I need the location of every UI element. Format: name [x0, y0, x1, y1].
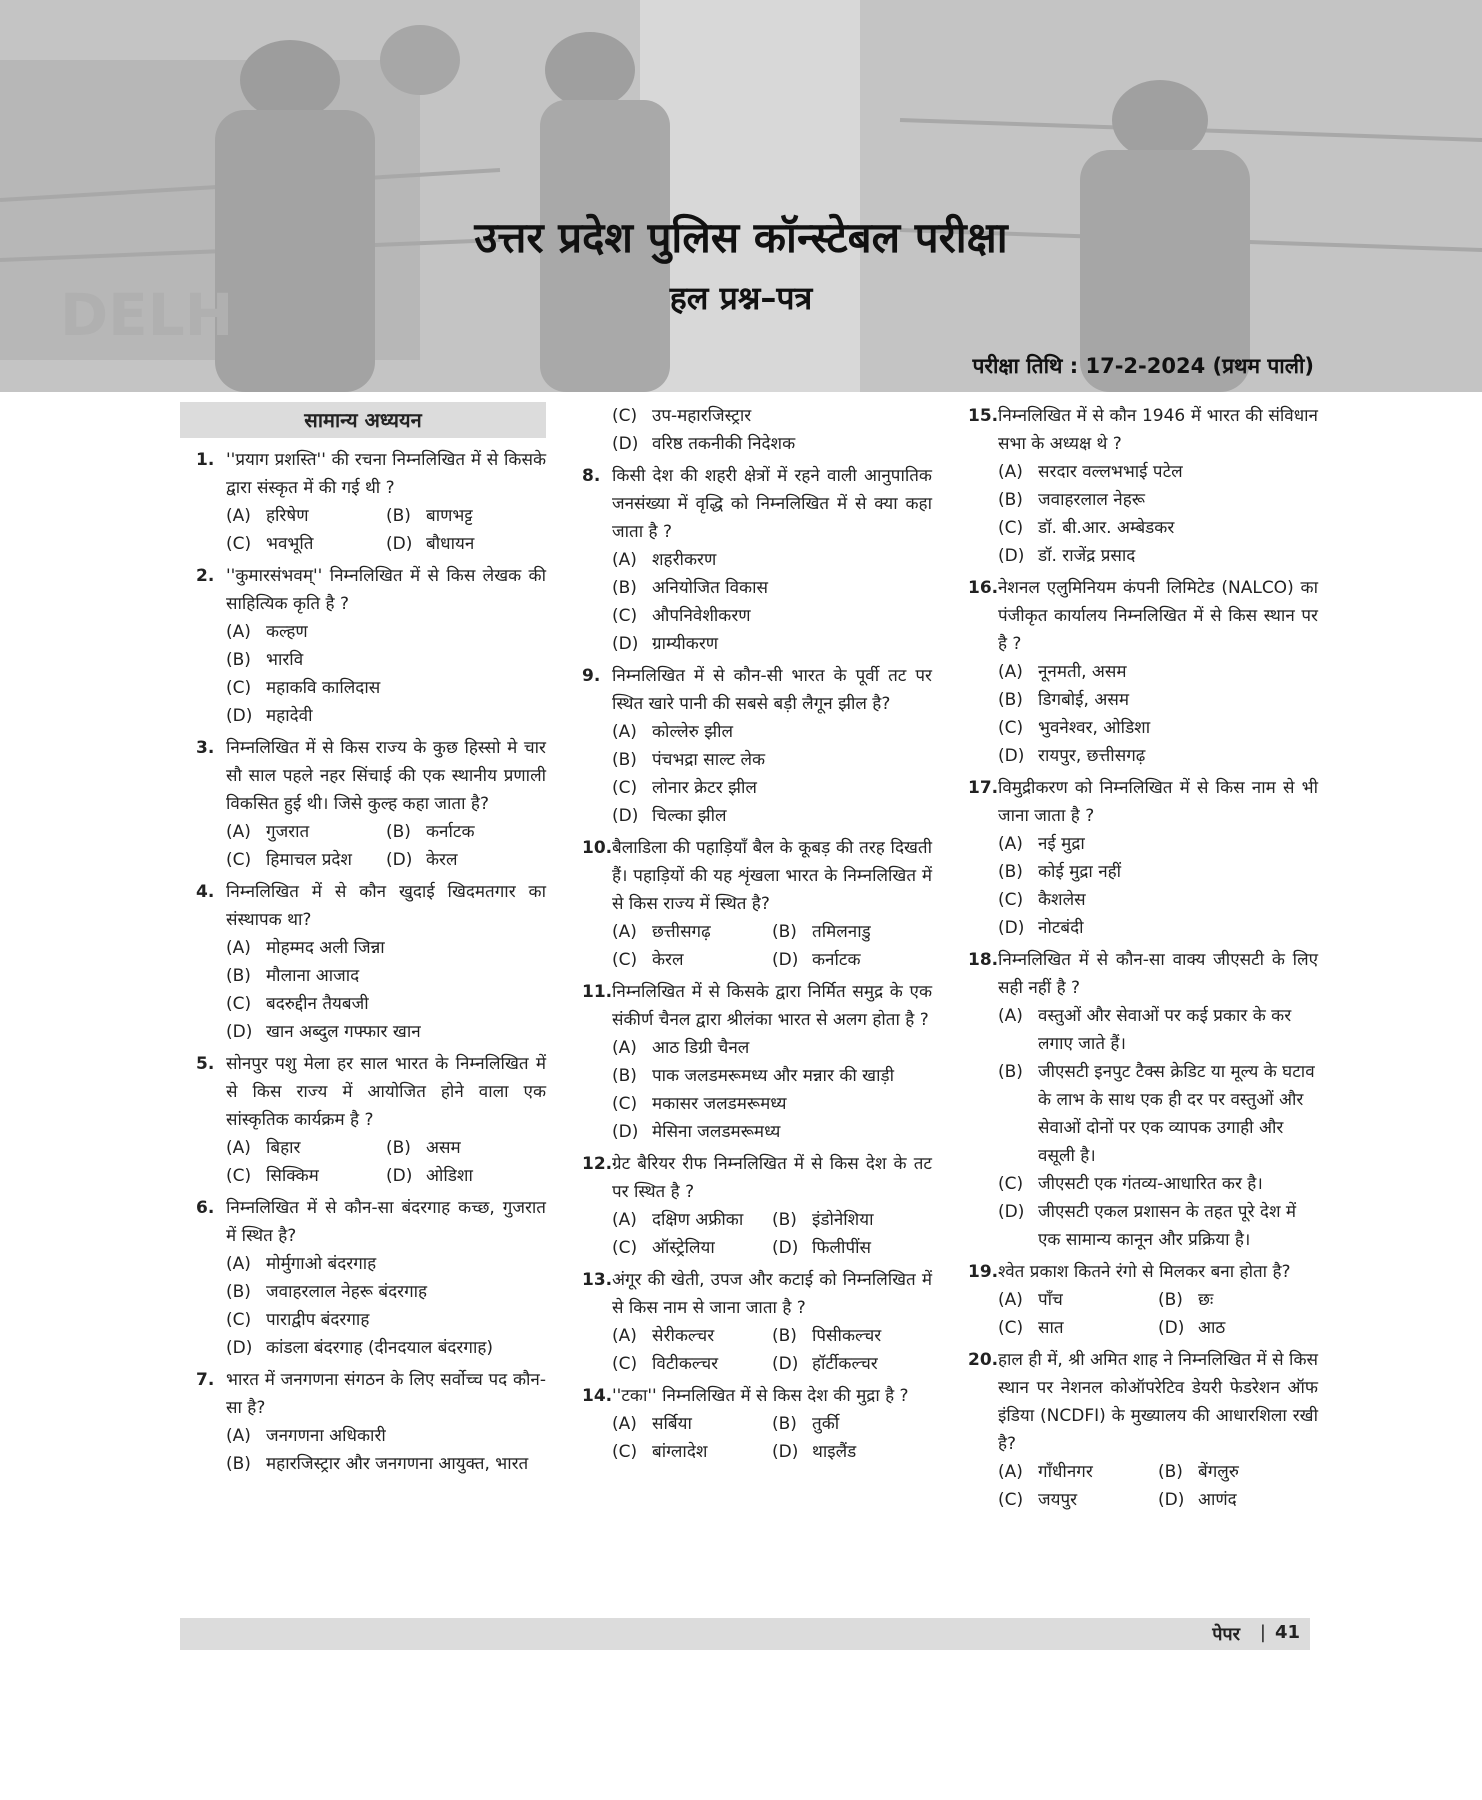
question-9 [566, 662, 932, 830]
question-text: ग्रेट बैरियर रीफ निम्नलिखित में से किस देश के तट पर स्थित है ? [612, 1154, 932, 1202]
option-b: (B) तमिलनाडु [772, 922, 871, 942]
header-banner [0, 0, 1482, 392]
option-d: (D) कर्नाटक [772, 950, 861, 970]
question-17 [952, 774, 1318, 942]
option-a: (A) सरदार वल्लभभाई पटेल [998, 462, 1183, 482]
question-number: 13. [582, 1270, 613, 1290]
option-b: (B) जीएसटी इनपुट टैक्स क्रेडिट या मूल्य के घटाव के लाभ के साथ एक ही दर पर वस्तुओं और सेवाओं दोनों पर एक व्यापक उगाही और वसूली है। [998, 1062, 1315, 1166]
option-a: (A) दक्षिण अफ्रीका [612, 1210, 744, 1230]
question-19 [952, 1258, 1318, 1342]
question-number: 11. [582, 982, 613, 1002]
option-d: (D) नोटबंदी [998, 918, 1084, 938]
option-a: (A) जनगणना अधिकारी [226, 1426, 386, 1446]
option-a: (A) हरिषेण [226, 506, 309, 526]
question-7-continued [566, 402, 932, 458]
option-b: (B) भारवि [226, 650, 304, 670]
section-heading: सामान्य अध्ययन [180, 402, 546, 438]
option-b: (B) मौलाना आजाद [226, 966, 360, 986]
question-number: 12. [582, 1154, 613, 1174]
question-text: ''कुमारसंभवम्'' निम्नलिखित में से किस लेखक की साहित्यिक कृति है ? [226, 566, 546, 614]
question-text: विमुद्रीकरण को निम्नलिखित में से किस नाम से भी जाना जाता है ? [998, 778, 1318, 826]
option-d: (D) मेसिना जलडमरूमध्य [612, 1122, 781, 1142]
page-title: उत्तर प्रदेश पुलिस कॉन्स्टेबल परीक्षा [474, 213, 1008, 262]
option-c: (C) जयपुर [998, 1490, 1078, 1510]
question-text: सोनपुर पशु मेला हर साल भारत के निम्नलिखित में से किस राज्य में आयोजित होने वाला एक सांस्कृतिक कार्यक्रम है ? [226, 1054, 546, 1130]
police-background-image [0, 0, 1482, 392]
option-b: (B) पिसीकल्चर [772, 1326, 882, 1346]
option-b: (B) तुर्की [772, 1414, 840, 1434]
option-a: (A) नूनमती, असम [998, 662, 1127, 682]
option-a: (A) बिहार [226, 1138, 301, 1158]
option-d: (D) महादेवी [226, 706, 313, 726]
question-number: 3. [196, 738, 215, 758]
question-15 [952, 402, 1318, 570]
option-b: (B) कर्नाटक [386, 822, 475, 842]
question-text: बैलाडिला की पहाड़ियाँ बैल के कूबड़ की तरह दिखती हैं। पहाड़ियों की यह शृंखला भारत के निम्नलिखित में से किस राज्य में स्थित है? [612, 838, 932, 914]
option-a: (A) कल्हण [226, 622, 308, 642]
option-b: (B) छः [1158, 1290, 1214, 1310]
option-c: (C) उप-महारजिस्ट्रार [612, 406, 752, 426]
option-a: (A) सर्बिया [612, 1414, 692, 1434]
column-1 [180, 402, 546, 1482]
question-number: 8. [582, 466, 601, 486]
option-c: (C) भवभूति [226, 534, 314, 554]
page-footer [180, 1618, 1310, 1650]
option-b: (B) जवाहरलाल नेहरू [998, 490, 1145, 510]
question-number: 1. [196, 450, 215, 470]
option-b: (B) इंडोनेशिया [772, 1210, 874, 1230]
option-d: (D) फिलीपींस [772, 1238, 871, 1258]
option-c: (C) मकासर जलडमरूमध्य [612, 1094, 787, 1114]
question-14 [566, 1382, 932, 1466]
option-d: (D) आठ [1158, 1318, 1226, 1338]
option-a: (A) मोर्मुगाओ बंदरगाह [226, 1254, 377, 1274]
question-text: श्वेत प्रकाश कितने रंगो से मिलकर बना होता है? [998, 1262, 1291, 1282]
option-b: (B) बेंगलुरु [1158, 1462, 1239, 1482]
question-number: 14. [582, 1386, 613, 1406]
question-number: 17. [968, 778, 999, 798]
question-text: निम्नलिखित में से कौन-सा वाक्य जीएसटी के लिए सही नहीं है ? [998, 950, 1318, 998]
option-b: (B) असम [386, 1138, 461, 1158]
option-d: (D) आणंद [1158, 1490, 1237, 1510]
option-d: (D) खान अब्दुल गफ्फार खान [226, 1022, 421, 1042]
option-d: (D) हॉर्टीकल्चर [772, 1354, 878, 1374]
question-number: 9. [582, 666, 601, 686]
question-20 [952, 1346, 1318, 1514]
option-b: (B) महारजिस्ट्रार और जनगणना आयुक्त, भारत [226, 1454, 529, 1474]
question-number: 5. [196, 1054, 215, 1074]
option-d: (D) रायपुर, छत्तीसगढ़ [998, 746, 1146, 766]
option-d: (D) केरल [386, 850, 458, 870]
question-text: निम्नलिखित में से कौन-सा बंदरगाह कच्छ, गुजरात में स्थित है? [226, 1198, 546, 1246]
option-c: (C) लोनार क्रेटर झील [612, 778, 757, 798]
option-b: (B) कोई मुद्रा नहीं [998, 862, 1122, 882]
option-d: (D) बौधायन [386, 534, 475, 554]
option-d: (D) कांडला बंदरगाह (दीनदयाल बंदरगाह) [226, 1338, 494, 1358]
question-text: किसी देश की शहरी क्षेत्रों में रहने वाली आनुपातिक जनसंख्या में वृद्धि को निम्नलिखित में से क्या कहा जाता है ? [612, 466, 932, 542]
question-text: नेशनल एलुमिनियम कंपनी लिमिटेड (NALCO) का पंजीकृत कार्यालय निम्नलिखित में से किस स्थान पर है ? [998, 578, 1318, 654]
option-c: (C) जीएसटी एक गंतव्य-आधारित कर है। [998, 1174, 1263, 1194]
question-text: ''प्रयाग प्रशस्ति'' की रचना निम्नलिखित में से किसके द्वारा संस्कृत में की गई थी ? [226, 450, 546, 498]
question-18 [952, 946, 1318, 1254]
option-a: (A) मोहम्मद अली जिन्ना [226, 938, 385, 958]
option-c: (C) कैशलेस [998, 890, 1086, 910]
question-number: 4. [196, 882, 215, 902]
question-7 [180, 1366, 546, 1478]
question-text: निम्नलिखित में से कौन-सी भारत के पूर्वी तट पर स्थित खारे पानी की सबसे बड़ी लैगून झील है? [612, 666, 932, 714]
exam-date: परीक्षा तिथि : 17-2-2024 (प्रथम पाली) [972, 354, 1314, 378]
question-number: 19. [968, 1262, 999, 1282]
question-number: 6. [196, 1198, 215, 1218]
option-b: (B) बाणभट्ट [386, 506, 473, 526]
page-subtitle: हल प्रश्न–पत्र [669, 279, 813, 317]
option-b: (B) अनियोजित विकास [612, 578, 769, 598]
question-4 [180, 878, 546, 1046]
option-a: (A) कोल्लेरु झील [612, 722, 734, 742]
option-a: (A) छत्तीसगढ़ [612, 922, 711, 942]
option-c: (C) महाकवि कालिदास [226, 678, 381, 698]
question-13 [566, 1266, 932, 1378]
option-c: (C) डॉ. बी.आर. अम्बेडकर [998, 518, 1175, 538]
footer-separator: | [1259, 1622, 1266, 1643]
option-a: (A) गुजरात [226, 822, 310, 842]
question-6 [180, 1194, 546, 1362]
option-c: (C) बांग्लादेश [612, 1442, 708, 1462]
page-number: 41 [1274, 1622, 1300, 1643]
option-c: (C) बदरुद्दीन तैयबजी [226, 994, 369, 1014]
option-a: (A) शहरीकरण [612, 550, 717, 570]
option-d: (D) ओडिशा [386, 1166, 473, 1186]
option-d: (D) थाइलैंड [772, 1442, 857, 1462]
question-number: 10. [582, 838, 613, 858]
option-d: (D) जीएसटी एकल प्रशासन के तहत पूरे देश में एक सामान्य कानून और प्रक्रिया है। [998, 1202, 1297, 1250]
question-number: 16. [968, 578, 999, 598]
question-text: ''टका'' निम्नलिखित में से किस देश की मुद्रा है ? [612, 1386, 909, 1406]
question-text: निम्नलिखित में से कौन खुदाई खिदमतगार का संस्थापक था? [226, 882, 546, 930]
option-c: (C) औपनिवेशीकरण [612, 606, 751, 626]
option-a: (A) गाँधीनगर [998, 1462, 1093, 1482]
option-c: (C) केरल [612, 950, 684, 970]
question-8 [566, 462, 932, 658]
option-b: (B) पंचभद्रा साल्ट लेक [612, 750, 766, 770]
question-number: 7. [196, 1370, 215, 1390]
option-c: (C) हिमाचल प्रदेश [226, 850, 352, 870]
option-d: (D) डॉ. राजेंद्र प्रसाद [998, 546, 1136, 566]
option-d: (D) वरिष्ठ तकनीकी निदेशक [612, 434, 796, 454]
question-1 [180, 446, 546, 558]
column-3 [952, 402, 1318, 1518]
option-c: (C) ऑस्ट्रेलिया [612, 1238, 715, 1258]
footer-label: पेपर [1212, 1624, 1240, 1645]
option-c: (C) विटीकल्चर [612, 1354, 719, 1374]
option-a: (A) वस्तुओं और सेवाओं पर कई प्रकार के कर लगाए जाते हैं। [998, 1006, 1292, 1054]
question-number: 15. [968, 406, 999, 426]
option-c: (C) सात [998, 1318, 1064, 1338]
question-number: 18. [968, 950, 999, 970]
option-a: (A) पाँच [998, 1290, 1063, 1310]
question-12 [566, 1150, 932, 1262]
option-a: (A) नई मुद्रा [998, 834, 1085, 854]
question-number: 20. [968, 1350, 999, 1370]
question-text: निम्नलिखित में से कौन 1946 में भारत की संविधान सभा के अध्यक्ष थे ? [998, 406, 1318, 454]
option-c: (C) सिक्किम [226, 1166, 319, 1186]
question-11 [566, 978, 932, 1146]
question-text: निम्नलिखित में से किस राज्य के कुछ हिस्सो मे चार सौ साल पहले नहर सिंचाई की एक स्थानीय प्रणाली विकसित हुई थी। जिसे कुल्ह कहा जाता है? [226, 738, 546, 814]
option-a: (A) आठ डिग्री चैनल [612, 1038, 750, 1058]
question-text: निम्नलिखित में से किसके द्वारा निर्मित समुद्र के एक संकीर्ण चैनल द्वारा श्रीलंका भारत से अलग होता है ? [612, 982, 932, 1030]
option-c: (C) भुवनेश्वर, ओडिशा [998, 718, 1151, 738]
question-text: भारत में जनगणना संगठन के लिए सर्वोच्च पद कौन-सा है? [226, 1370, 546, 1418]
column-2 [566, 402, 932, 1470]
svg-text:DELH: DELH [60, 281, 234, 349]
question-16 [952, 574, 1318, 770]
option-d: (D) ग्राम्यीकरण [612, 634, 719, 654]
option-b: (B) डिगबोई, असम [998, 690, 1129, 710]
option-c: (C) पाराद्वीप बंदरगाह [226, 1310, 370, 1330]
question-number: 2. [196, 566, 215, 586]
question-2 [180, 562, 546, 730]
question-text: अंगूर की खेती, उपज और कटाई को निम्नलिखित में से किस नाम से जाना जाता है ? [612, 1270, 932, 1318]
question-5 [180, 1050, 546, 1190]
question-10 [566, 834, 932, 974]
option-a: (A) सेरीकल्चर [612, 1326, 715, 1346]
option-d: (D) चिल्का झील [612, 806, 727, 826]
option-b: (B) पाक जलडमरूमध्य और मन्नार की खाड़ी [612, 1066, 894, 1086]
option-b: (B) जवाहरलाल नेहरू बंदरगाह [226, 1282, 428, 1302]
question-3 [180, 734, 546, 874]
question-text: हाल ही में, श्री अमित शाह ने निम्नलिखित में से किस स्थान पर नेशनल कोऑपरेटिव डेयरी फेडरेशन ऑफ इंडिया (NCDFI) के मुख्यालय की आधारशिला रखी है? [998, 1350, 1318, 1454]
